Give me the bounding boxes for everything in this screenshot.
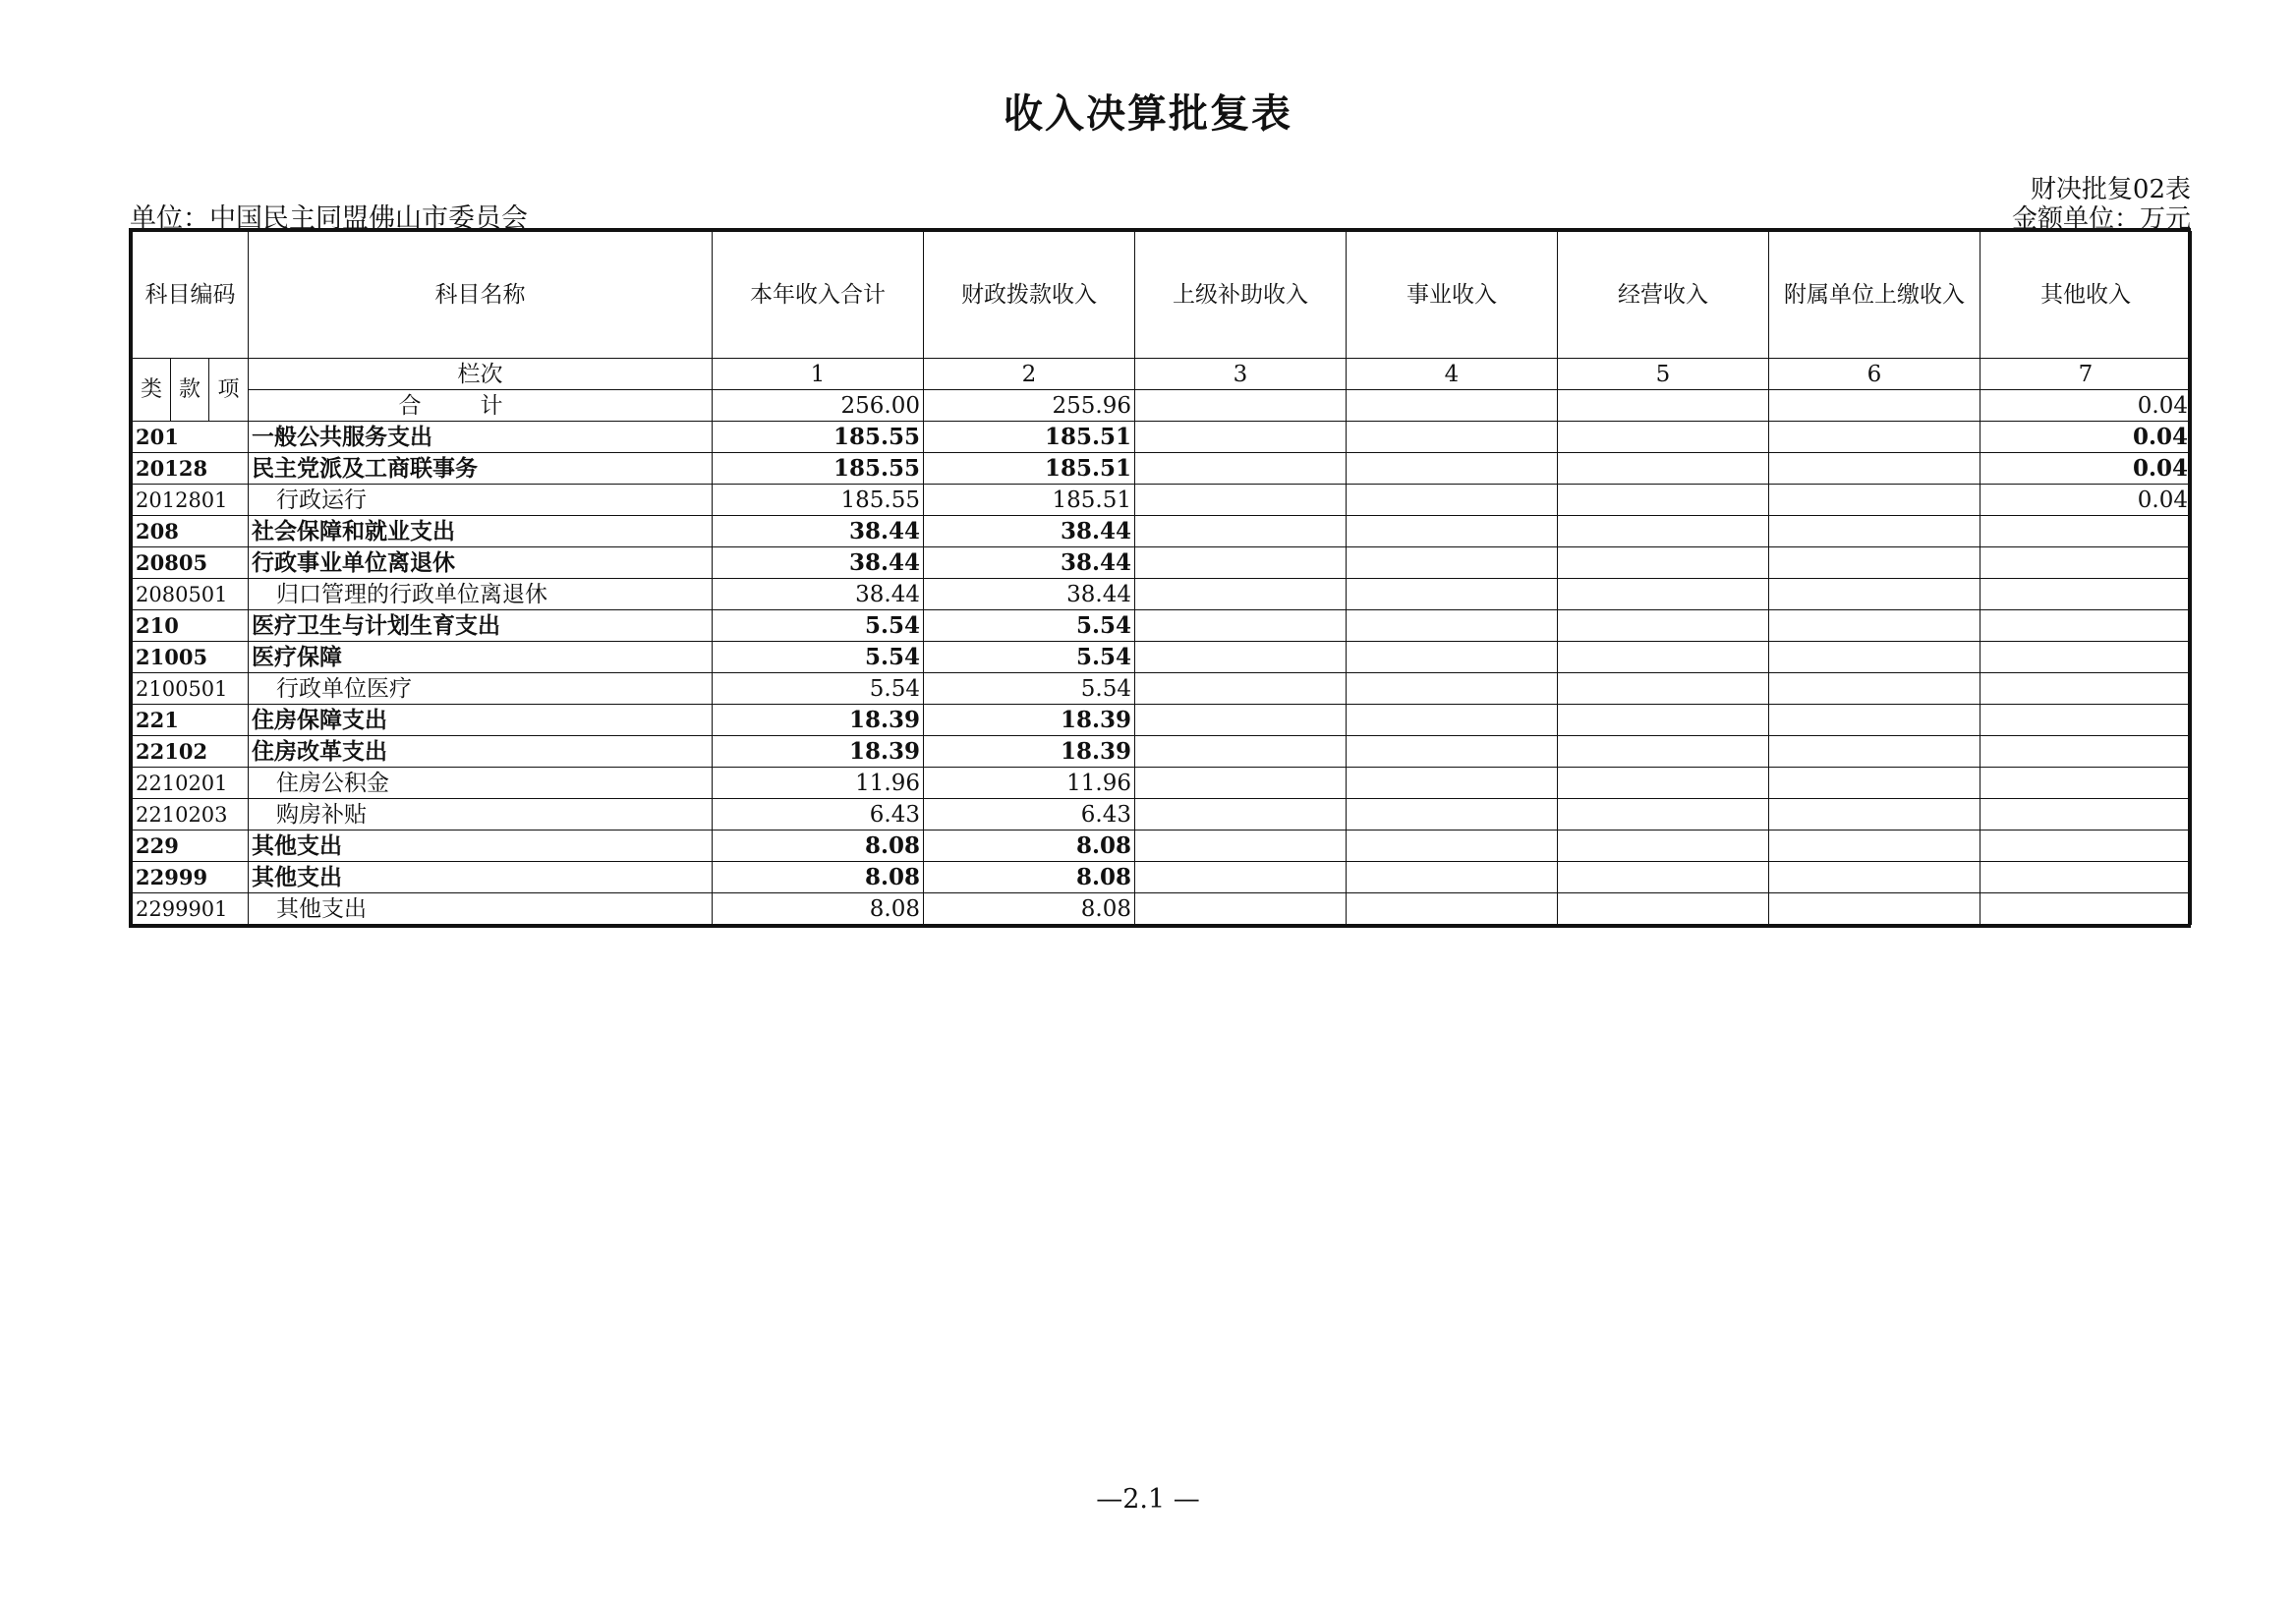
row-col-2: 5.54 <box>924 642 1135 673</box>
row-col-2: 5.54 <box>924 610 1135 642</box>
row-col-1: 38.44 <box>713 516 924 547</box>
row-col-6 <box>1769 831 1980 862</box>
row-col-4 <box>1347 422 1558 453</box>
table-row <box>133 516 2192 547</box>
row-col-3 <box>1135 453 1347 485</box>
row-col-7 <box>1980 705 2192 736</box>
row-col-5 <box>1558 893 1769 925</box>
row-col-7 <box>1980 579 2192 610</box>
row-col-4 <box>1347 893 1558 925</box>
row-col-2: 38.44 <box>924 516 1135 547</box>
row-col-6 <box>1769 768 1980 799</box>
row-col-6 <box>1769 610 1980 642</box>
row-name: 购房补贴 <box>249 799 713 831</box>
row-col-7 <box>1980 862 2192 893</box>
header-col-7: 其他收入 <box>1980 232 2192 359</box>
row-name: 医疗卫生与计划生育支出 <box>249 610 713 642</box>
income-table <box>129 228 2191 928</box>
row-col-5 <box>1558 831 1769 862</box>
header-kuan: 款 <box>171 359 209 422</box>
row-col-7 <box>1980 799 2192 831</box>
header-col-6: 附属单位上缴收入 <box>1769 232 1980 359</box>
header-col-4: 事业收入 <box>1347 232 1558 359</box>
row-col-1: 185.55 <box>713 453 924 485</box>
row-col-4 <box>1347 705 1558 736</box>
row-code: 2299901 <box>133 893 249 925</box>
table-row <box>133 422 2192 453</box>
table-row <box>133 673 2192 705</box>
row-code: 221 <box>133 705 249 736</box>
row-col-7 <box>1980 547 2192 579</box>
total-col-5 <box>1558 390 1769 422</box>
row-col-3 <box>1135 831 1347 862</box>
row-col-3 <box>1135 642 1347 673</box>
row-col-5 <box>1558 799 1769 831</box>
row-name: 民主党派及工商联事务 <box>249 453 713 485</box>
row-col-3 <box>1135 579 1347 610</box>
row-col-5 <box>1558 579 1769 610</box>
page-number: —2.1 — <box>1096 1484 1200 1515</box>
row-col-7 <box>1980 736 2192 768</box>
row-col-4 <box>1347 862 1558 893</box>
row-name: 住房公积金 <box>249 768 713 799</box>
row-col-5 <box>1558 453 1769 485</box>
row-code: 21005 <box>133 642 249 673</box>
row-col-6 <box>1769 579 1980 610</box>
page-title: 收入决算批复表 <box>1004 91 1292 137</box>
row-col-1: 6.43 <box>713 799 924 831</box>
row-col-4 <box>1347 673 1558 705</box>
row-col-5 <box>1558 610 1769 642</box>
row-col-4 <box>1347 799 1558 831</box>
col-num-2: 2 <box>924 359 1135 390</box>
row-col-1: 5.54 <box>713 673 924 705</box>
table-row <box>133 579 2192 610</box>
table-row <box>133 831 2192 862</box>
row-col-4 <box>1347 516 1558 547</box>
table-row <box>133 705 2192 736</box>
row-col-6 <box>1769 485 1980 516</box>
row-code: 201 <box>133 422 249 453</box>
header-code: 科目编码 <box>133 232 249 359</box>
row-col-2: 185.51 <box>924 422 1135 453</box>
row-col-2: 18.39 <box>924 705 1135 736</box>
row-col-4 <box>1347 736 1558 768</box>
row-col-6 <box>1769 799 1980 831</box>
row-col-4 <box>1347 642 1558 673</box>
row-col-2: 11.96 <box>924 768 1135 799</box>
total-row <box>133 390 2192 422</box>
row-name: 一般公共服务支出 <box>249 422 713 453</box>
col-num-4: 4 <box>1347 359 1558 390</box>
header-name: 科目名称 <box>249 232 713 359</box>
row-code: 2100501 <box>133 673 249 705</box>
row-code: 2210203 <box>133 799 249 831</box>
row-name: 医疗保障 <box>249 642 713 673</box>
header-lei: 类 <box>133 359 171 422</box>
row-col-1: 185.55 <box>713 422 924 453</box>
row-col-6 <box>1769 547 1980 579</box>
row-code: 2080501 <box>133 579 249 610</box>
row-col-1: 18.39 <box>713 705 924 736</box>
row-col-1: 8.08 <box>713 893 924 925</box>
row-col-3 <box>1135 893 1347 925</box>
row-code: 20805 <box>133 547 249 579</box>
row-code: 22999 <box>133 862 249 893</box>
lanci-row <box>133 359 2192 390</box>
row-col-7 <box>1980 768 2192 799</box>
row-col-1: 18.39 <box>713 736 924 768</box>
table-row <box>133 893 2192 925</box>
row-code: 20128 <box>133 453 249 485</box>
row-col-3 <box>1135 705 1347 736</box>
row-col-6 <box>1769 642 1980 673</box>
row-col-4 <box>1347 547 1558 579</box>
row-col-5 <box>1558 768 1769 799</box>
row-col-4 <box>1347 768 1558 799</box>
row-col-7: 0.04 <box>1980 453 2192 485</box>
row-name: 其他支出 <box>249 831 713 862</box>
row-col-5 <box>1558 862 1769 893</box>
col-num-5: 5 <box>1558 359 1769 390</box>
col-num-3: 3 <box>1135 359 1347 390</box>
row-col-4 <box>1347 831 1558 862</box>
total-col-7: 0.04 <box>1980 390 2192 422</box>
row-col-1: 11.96 <box>713 768 924 799</box>
row-name: 住房改革支出 <box>249 736 713 768</box>
row-col-7 <box>1980 642 2192 673</box>
amount-unit: 金额单位：万元 <box>2011 204 2191 234</box>
row-name: 行政单位医疗 <box>249 673 713 705</box>
row-code: 210 <box>133 610 249 642</box>
table-row <box>133 453 2192 485</box>
row-col-3 <box>1135 485 1347 516</box>
total-col-6 <box>1769 390 1980 422</box>
header-col-3: 上级补助收入 <box>1135 232 1347 359</box>
row-col-6 <box>1769 673 1980 705</box>
row-col-6 <box>1769 862 1980 893</box>
row-col-7 <box>1980 516 2192 547</box>
row-col-6 <box>1769 422 1980 453</box>
col-num-7: 7 <box>1980 359 2192 390</box>
row-col-1: 5.54 <box>713 610 924 642</box>
row-col-5 <box>1558 736 1769 768</box>
total-label: 合计 <box>249 390 713 422</box>
row-name: 行政运行 <box>249 485 713 516</box>
row-col-1: 5.54 <box>713 642 924 673</box>
row-col-6 <box>1769 453 1980 485</box>
income-table-grid <box>132 231 2192 925</box>
row-col-7: 0.04 <box>1980 422 2192 453</box>
header-row <box>133 232 2192 359</box>
row-col-2: 185.51 <box>924 453 1135 485</box>
row-col-2: 6.43 <box>924 799 1135 831</box>
table-row <box>133 485 2192 516</box>
row-col-2: 8.08 <box>924 831 1135 862</box>
row-col-1: 38.44 <box>713 579 924 610</box>
row-code: 208 <box>133 516 249 547</box>
lanci-label: 栏次 <box>249 359 713 390</box>
row-name: 其他支出 <box>249 893 713 925</box>
table-row <box>133 799 2192 831</box>
row-col-6 <box>1769 516 1980 547</box>
row-col-5 <box>1558 705 1769 736</box>
row-col-2: 18.39 <box>924 736 1135 768</box>
col-num-1: 1 <box>713 359 924 390</box>
total-col-2: 255.96 <box>924 390 1135 422</box>
table-row <box>133 547 2192 579</box>
header-col-2: 财政拨款收入 <box>924 232 1135 359</box>
row-col-3 <box>1135 768 1347 799</box>
row-name: 归口管理的行政单位离退休 <box>249 579 713 610</box>
row-name: 其他支出 <box>249 862 713 893</box>
row-code: 22102 <box>133 736 249 768</box>
table-row <box>133 642 2192 673</box>
form-number: 财决批复02表 <box>2030 175 2191 204</box>
row-col-3 <box>1135 799 1347 831</box>
row-col-2: 185.51 <box>924 485 1135 516</box>
row-col-3 <box>1135 516 1347 547</box>
row-col-1: 8.08 <box>713 862 924 893</box>
row-col-5 <box>1558 516 1769 547</box>
row-col-5 <box>1558 422 1769 453</box>
row-col-7 <box>1980 673 2192 705</box>
total-col-3 <box>1135 390 1347 422</box>
row-col-2: 38.44 <box>924 579 1135 610</box>
row-col-7 <box>1980 610 2192 642</box>
row-col-4 <box>1347 485 1558 516</box>
row-col-6 <box>1769 736 1980 768</box>
table-row <box>133 736 2192 768</box>
row-col-3 <box>1135 422 1347 453</box>
row-name: 社会保障和就业支出 <box>249 516 713 547</box>
row-col-5 <box>1558 485 1769 516</box>
row-col-2: 8.08 <box>924 893 1135 925</box>
table-row <box>133 862 2192 893</box>
row-col-7 <box>1980 893 2192 925</box>
row-col-1: 185.55 <box>713 485 924 516</box>
row-col-3 <box>1135 610 1347 642</box>
header-col-1: 本年收入合计 <box>713 232 924 359</box>
row-code: 2210201 <box>133 768 249 799</box>
row-col-4 <box>1347 579 1558 610</box>
row-col-3 <box>1135 673 1347 705</box>
table-row <box>133 610 2192 642</box>
unit-label: 单位：中国民主同盟佛山市委员会 <box>130 203 528 234</box>
row-col-3 <box>1135 736 1347 768</box>
row-col-2: 5.54 <box>924 673 1135 705</box>
row-col-1: 38.44 <box>713 547 924 579</box>
row-col-5 <box>1558 673 1769 705</box>
row-col-7: 0.04 <box>1980 485 2192 516</box>
header-col-5: 经营收入 <box>1558 232 1769 359</box>
row-col-5 <box>1558 547 1769 579</box>
row-col-4 <box>1347 610 1558 642</box>
row-col-1: 8.08 <box>713 831 924 862</box>
row-name: 行政事业单位离退休 <box>249 547 713 579</box>
row-name: 住房保障支出 <box>249 705 713 736</box>
row-code: 2012801 <box>133 485 249 516</box>
total-col-1: 256.00 <box>713 390 924 422</box>
row-col-7 <box>1980 831 2192 862</box>
header-xiang: 项 <box>209 359 249 422</box>
row-col-6 <box>1769 893 1980 925</box>
row-col-4 <box>1347 453 1558 485</box>
row-col-2: 8.08 <box>924 862 1135 893</box>
table-row <box>133 768 2192 799</box>
row-code: 229 <box>133 831 249 862</box>
row-col-2: 38.44 <box>924 547 1135 579</box>
col-num-6: 6 <box>1769 359 1980 390</box>
total-col-4 <box>1347 390 1558 422</box>
row-col-3 <box>1135 547 1347 579</box>
row-col-3 <box>1135 862 1347 893</box>
row-col-6 <box>1769 705 1980 736</box>
row-col-5 <box>1558 642 1769 673</box>
